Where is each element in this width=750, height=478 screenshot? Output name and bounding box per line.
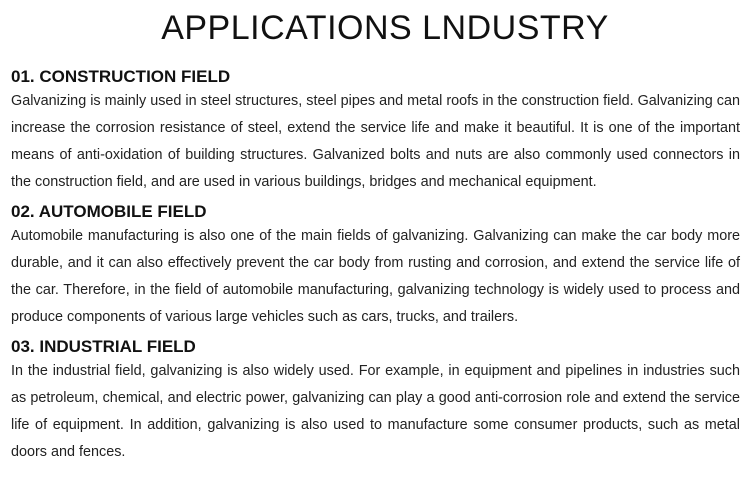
section-body: In the industrial field, galvanizing is also widely used. For example, in equipment and pipelines in industries such as petroleum, chemical, and electric power, galvanizing can play a good anti-corrosion role and extend the service life of equipment. In addition, galvanizing is also used to manufacture some consumer products, such as metal doors and fences. bbox=[11, 363, 740, 460]
section-heading: 01. CONSTRUCTION FIELD bbox=[11, 67, 231, 86]
section-industrial-field bbox=[11, 336, 740, 466]
section-heading: 02. AUTOMOBILE FIELD bbox=[11, 202, 207, 221]
section-body: Automobile manufacturing is also one of the main fields of galvanizing. Galvanizing can make the car body more durable, and it can also effectively prevent the car body from rusting and corrosion, and extend the service life of the car. Therefore, in the field of automobile manufacturing, galvanizing technology is widely used to process and produce components of various large vehicles such as cars, trucks, and trailers. bbox=[11, 228, 740, 325]
section-construction-field bbox=[11, 66, 740, 196]
section-automobile-field bbox=[11, 201, 740, 331]
section-heading: 03. INDUSTRIAL FIELD bbox=[11, 337, 196, 356]
page-title: APPLICATIONS LNDUSTRY bbox=[161, 9, 609, 47]
section-body: Galvanizing is mainly used in steel structures, steel pipes and metal roofs in the construction field. Galvanizing can increase the corrosion resistance of steel, extend the service life and make it beautiful. It is one of the important means of anti-oxidation of building structures. Galvanized bolts and nuts are also commonly used connectors in the construction field, and are used in various buildings, bridges and mechanical equipment. bbox=[11, 93, 740, 190]
